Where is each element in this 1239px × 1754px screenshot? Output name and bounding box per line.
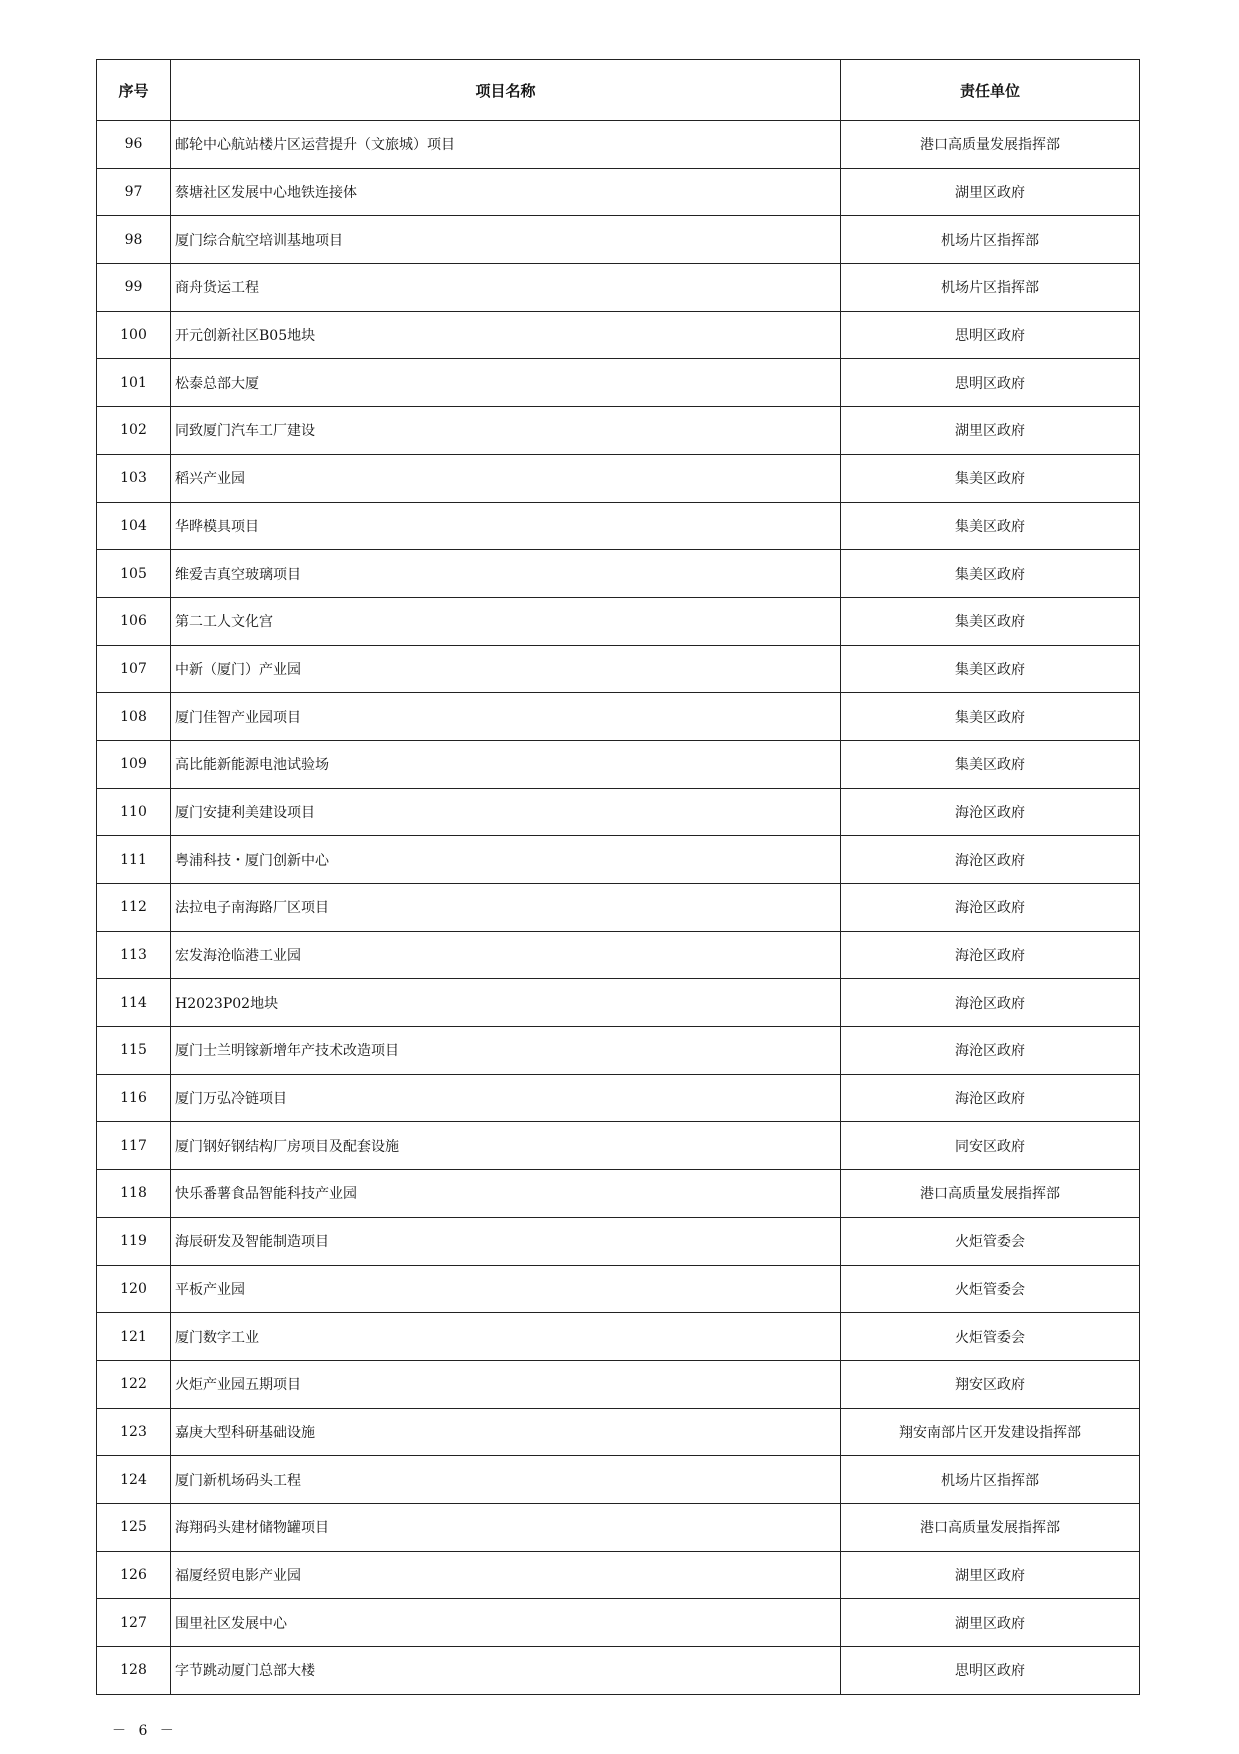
table-row	[97, 311, 1140, 359]
cell-project-name: 厦门士兰明镓新增年产技术改造项目	[171, 1027, 841, 1075]
cell-project-name: 嘉庚大型科研基础设施	[171, 1408, 841, 1456]
cell-serial-number: 115	[97, 1027, 171, 1075]
cell-serial-number: 101	[97, 359, 171, 407]
cell-serial-number: 125	[97, 1503, 171, 1551]
cell-responsible-unit: 湖里区政府	[841, 168, 1140, 216]
cell-responsible-unit: 机场片区指挥部	[841, 1456, 1140, 1504]
cell-serial-number: 113	[97, 931, 171, 979]
cell-project-name: 商舟货运工程	[171, 264, 841, 312]
cell-serial-number: 98	[97, 216, 171, 264]
cell-serial-number: 114	[97, 979, 171, 1027]
table-row	[97, 1408, 1140, 1456]
table-row	[97, 693, 1140, 741]
cell-project-name: 松泰总部大厦	[171, 359, 841, 407]
cell-project-name: 厦门钢好钢结构厂房项目及配套设施	[171, 1122, 841, 1170]
table-row	[97, 1647, 1140, 1695]
cell-project-name: 华晔模具项目	[171, 502, 841, 550]
cell-responsible-unit: 海沧区政府	[841, 884, 1140, 932]
table-row	[97, 1122, 1140, 1170]
cell-responsible-unit: 海沧区政府	[841, 1074, 1140, 1122]
cell-serial-number: 100	[97, 311, 171, 359]
header-responsible-unit: 责任单位	[841, 60, 1140, 121]
table-row	[97, 264, 1140, 312]
cell-responsible-unit: 集美区政府	[841, 502, 1140, 550]
cell-responsible-unit: 集美区政府	[841, 550, 1140, 598]
cell-responsible-unit: 翔安南部片区开发建设指挥部	[841, 1408, 1140, 1456]
cell-responsible-unit: 思明区政府	[841, 359, 1140, 407]
table-row	[97, 121, 1140, 169]
header-project-name: 项目名称	[171, 60, 841, 121]
cell-responsible-unit: 港口高质量发展指挥部	[841, 1170, 1140, 1218]
cell-responsible-unit: 集美区政府	[841, 740, 1140, 788]
cell-responsible-unit: 火炬管委会	[841, 1313, 1140, 1361]
table-row	[97, 884, 1140, 932]
table-row	[97, 1265, 1140, 1313]
cell-responsible-unit: 港口高质量发展指挥部	[841, 121, 1140, 169]
cell-project-name: 厦门佳智产业园项目	[171, 693, 841, 741]
cell-serial-number: 99	[97, 264, 171, 312]
cell-serial-number: 108	[97, 693, 171, 741]
cell-project-name: 蔡塘社区发展中心地铁连接体	[171, 168, 841, 216]
cell-project-name: 稻兴产业园	[171, 454, 841, 502]
cell-project-name: 海翔码头建材储物罐项目	[171, 1503, 841, 1551]
table-row	[97, 1599, 1140, 1647]
project-table-container	[96, 59, 1140, 1695]
cell-serial-number: 104	[97, 502, 171, 550]
project-table	[96, 59, 1140, 1695]
cell-serial-number: 110	[97, 788, 171, 836]
table-row	[97, 979, 1140, 1027]
cell-serial-number: 97	[97, 168, 171, 216]
cell-responsible-unit: 思明区政府	[841, 311, 1140, 359]
cell-project-name: 厦门安捷利美建设项目	[171, 788, 841, 836]
table-row	[97, 1313, 1140, 1361]
table-row	[97, 1551, 1140, 1599]
cell-responsible-unit: 火炬管委会	[841, 1217, 1140, 1265]
cell-project-name: 字节跳动厦门总部大楼	[171, 1647, 841, 1695]
cell-serial-number: 105	[97, 550, 171, 598]
cell-project-name: 同致厦门汽车工厂建设	[171, 407, 841, 455]
cell-responsible-unit: 海沧区政府	[841, 1027, 1140, 1075]
cell-responsible-unit: 海沧区政府	[841, 979, 1140, 1027]
table-row	[97, 502, 1140, 550]
cell-responsible-unit: 海沧区政府	[841, 836, 1140, 884]
cell-project-name: 开元创新社区B05地块	[171, 311, 841, 359]
cell-project-name: 法拉电子南海路厂区项目	[171, 884, 841, 932]
cell-serial-number: 117	[97, 1122, 171, 1170]
table-body	[97, 121, 1140, 1695]
cell-serial-number: 127	[97, 1599, 171, 1647]
table-row	[97, 788, 1140, 836]
table-row	[97, 645, 1140, 693]
cell-serial-number: 111	[97, 836, 171, 884]
cell-project-name: 中新（厦门）产业园	[171, 645, 841, 693]
table-row	[97, 168, 1140, 216]
cell-project-name: H2023P02地块	[171, 979, 841, 1027]
cell-project-name: 厦门数字工业	[171, 1313, 841, 1361]
cell-project-name: 维爱吉真空玻璃项目	[171, 550, 841, 598]
table-row	[97, 454, 1140, 502]
cell-serial-number: 103	[97, 454, 171, 502]
cell-responsible-unit: 火炬管委会	[841, 1265, 1140, 1313]
cell-serial-number: 126	[97, 1551, 171, 1599]
table-row	[97, 1456, 1140, 1504]
table-row	[97, 1217, 1140, 1265]
cell-responsible-unit: 翔安区政府	[841, 1360, 1140, 1408]
cell-project-name: 邮轮中心航站楼片区运营提升（文旅城）项目	[171, 121, 841, 169]
cell-serial-number: 122	[97, 1360, 171, 1408]
table-header-row	[97, 60, 1140, 121]
cell-responsible-unit: 机场片区指挥部	[841, 216, 1140, 264]
cell-responsible-unit: 集美区政府	[841, 454, 1140, 502]
table-row	[97, 740, 1140, 788]
cell-responsible-unit: 思明区政府	[841, 1647, 1140, 1695]
cell-project-name: 厦门万弘冷链项目	[171, 1074, 841, 1122]
cell-serial-number: 124	[97, 1456, 171, 1504]
cell-responsible-unit: 同安区政府	[841, 1122, 1140, 1170]
cell-serial-number: 120	[97, 1265, 171, 1313]
cell-serial-number: 128	[97, 1647, 171, 1695]
cell-project-name: 平板产业园	[171, 1265, 841, 1313]
table-row	[97, 1360, 1140, 1408]
cell-project-name: 福厦经贸电影产业园	[171, 1551, 841, 1599]
table-row	[97, 1074, 1140, 1122]
table-row	[97, 550, 1140, 598]
cell-serial-number: 107	[97, 645, 171, 693]
cell-responsible-unit: 集美区政府	[841, 693, 1140, 741]
cell-project-name: 快乐番薯食品智能科技产业园	[171, 1170, 841, 1218]
cell-responsible-unit: 机场片区指挥部	[841, 264, 1140, 312]
cell-responsible-unit: 集美区政府	[841, 597, 1140, 645]
cell-project-name: 第二工人文化宫	[171, 597, 841, 645]
cell-serial-number: 121	[97, 1313, 171, 1361]
cell-project-name: 围里社区发展中心	[171, 1599, 841, 1647]
cell-responsible-unit: 湖里区政府	[841, 1551, 1140, 1599]
table-row	[97, 597, 1140, 645]
table-row	[97, 359, 1140, 407]
page-number: － 6 －	[112, 1723, 178, 1739]
table-row	[97, 1170, 1140, 1218]
cell-responsible-unit: 海沧区政府	[841, 788, 1140, 836]
table-row	[97, 216, 1140, 264]
cell-serial-number: 116	[97, 1074, 171, 1122]
cell-serial-number: 119	[97, 1217, 171, 1265]
table-row	[97, 931, 1140, 979]
header-serial-number: 序号	[97, 60, 171, 121]
cell-responsible-unit: 湖里区政府	[841, 1599, 1140, 1647]
cell-project-name: 粤浦科技・厦门创新中心	[171, 836, 841, 884]
cell-project-name: 厦门综合航空培训基地项目	[171, 216, 841, 264]
cell-project-name: 厦门新机场码头工程	[171, 1456, 841, 1504]
cell-project-name: 高比能新能源电池试验场	[171, 740, 841, 788]
cell-project-name: 宏发海沧临港工业园	[171, 931, 841, 979]
cell-serial-number: 96	[97, 121, 171, 169]
cell-serial-number: 106	[97, 597, 171, 645]
cell-serial-number: 123	[97, 1408, 171, 1456]
cell-responsible-unit: 海沧区政府	[841, 931, 1140, 979]
cell-project-name: 火炬产业园五期项目	[171, 1360, 841, 1408]
table-row	[97, 407, 1140, 455]
cell-serial-number: 118	[97, 1170, 171, 1218]
cell-serial-number: 102	[97, 407, 171, 455]
cell-responsible-unit: 湖里区政府	[841, 407, 1140, 455]
cell-responsible-unit: 港口高质量发展指挥部	[841, 1503, 1140, 1551]
cell-serial-number: 112	[97, 884, 171, 932]
table-row	[97, 1027, 1140, 1075]
table-row	[97, 836, 1140, 884]
cell-serial-number: 109	[97, 740, 171, 788]
cell-responsible-unit: 集美区政府	[841, 645, 1140, 693]
table-row	[97, 1503, 1140, 1551]
cell-project-name: 海辰研发及智能制造项目	[171, 1217, 841, 1265]
